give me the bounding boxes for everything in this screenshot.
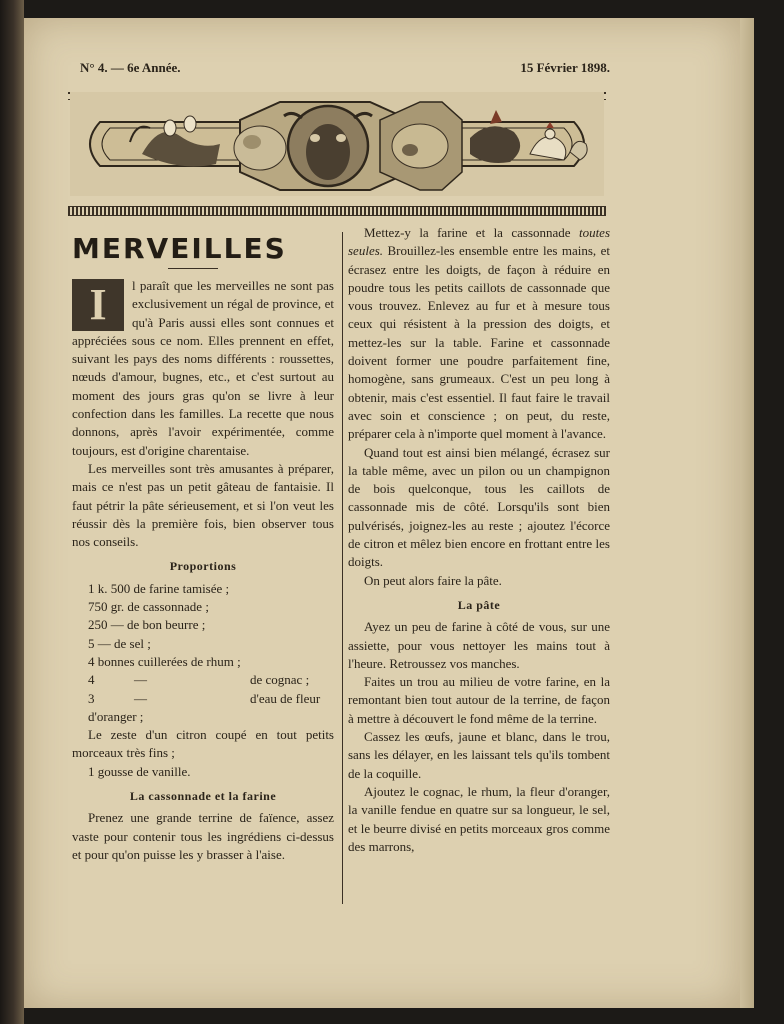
ingredient-line bbox=[72, 671, 334, 689]
ingredient-text: de cognac ; bbox=[250, 672, 310, 688]
paragraph: Ayez un peu de farine à côté de vous, sur une assiette, pour vous nettoyer les mains tout à l'heure. Retroussez vos manches. bbox=[348, 619, 610, 671]
text-run-italic: toutes seules. bbox=[348, 225, 611, 259]
ingredient-line: 1 k. 500 de farine tamisée ; bbox=[88, 580, 230, 596]
page-edge bbox=[740, 18, 754, 1008]
ingredient-line: 750 gr. de cassonnade ; bbox=[88, 599, 209, 615]
issue-date: 15 Février 1898. bbox=[520, 60, 610, 75]
section-rule bbox=[68, 206, 606, 216]
issue-number: N° 4. — 6e Année. bbox=[80, 60, 181, 75]
ingredient-line: 1 gousse de vanille. bbox=[88, 763, 191, 779]
proportions-heading: Proportions bbox=[169, 559, 237, 574]
paragraph: Cassez les œufs, jaune et blanc, dans le trou, sans les délayer, en les laissant tels qu'ils tombent de la coquille. bbox=[348, 729, 610, 781]
farm-animals-illustration-icon bbox=[70, 92, 604, 196]
ingredient-line bbox=[72, 690, 334, 727]
left-column bbox=[72, 228, 334, 864]
book-spine bbox=[0, 0, 24, 1024]
paragraph: On peut alors faire la pâte. bbox=[364, 572, 502, 588]
ingredient-qty: 3 bbox=[88, 690, 95, 706]
paragraph: Les merveilles sont très amusantes à préparer, mais ce n'est pas un petit gâteau de fantaisie. Il faut pétrir la pâte sérieusement, et si l'on veut les réussir dès la première fois, bien observer tous nos conseils. bbox=[72, 460, 334, 550]
ingredient-line: 5 — de sel ; bbox=[88, 635, 151, 651]
right-column bbox=[348, 224, 610, 856]
paragraph: Prenez une grande terrine de faïence, assez vaste pour contenir tous les ingrédiens ci-dessus et pour qu'on puisse les y brasser à l'aise. bbox=[72, 810, 334, 862]
ingredient-dash: — bbox=[134, 672, 147, 688]
masthead bbox=[80, 60, 610, 84]
cassonnade-heading: La cassonnade et la farine bbox=[129, 789, 277, 804]
intro-paragraph bbox=[72, 277, 334, 460]
ingredient-line: 4 bonnes cuillerées de rhum ; bbox=[88, 653, 241, 669]
ingredient-text: d'eau de fleur d'oranger ; bbox=[88, 690, 321, 724]
text-run: Brouillez-les ensemble entre les mains, et écrasez entre les doigts, de façon à réduire en poudre tous les petits caillots de cassonnade que vous trouvez. Enlevez au fur et à mesure tous ceux qui résistent à la pression des doigts, et mettez-les sur la table. Farine et cassonnade doivent former une poudre parfaitement fine, homogène, sans grumeaux. C'est un peu long à obtenir, mais c'est essentiel. Il faut faire le travail avec soin et conscience ; on peut, du reste, préparer cela à n'importe quel moment à l'avance. bbox=[348, 243, 610, 442]
paragraph: Le zeste d'un citron coupé en tout petits morceaux très fins ; bbox=[72, 727, 334, 761]
intro-text: l paraît que les merveilles ne sont pas exclusivement un régal de province, et qu'à Paris aussi elles sont connues et appréciées sous ce nom. Elles prennent en effet, suivant les pays des noms différents : roussettes, nœuds d'amour, bugnes, etc., et c'est surtout au moment des jours gras qu'on se livre à leur confection dans les familles. La recette que nous donnons, après l'avoir expérimentée, comme toujours, est d'origine charentaise. bbox=[72, 278, 334, 458]
ornate-initial-icon bbox=[72, 279, 124, 331]
title-rule bbox=[168, 268, 218, 269]
dropcap-letter: I bbox=[89, 280, 107, 329]
ingredient-dash: — bbox=[134, 690, 147, 706]
text-run: Mettez-y la farine et la cassonnade bbox=[364, 225, 571, 240]
paragraph bbox=[348, 224, 610, 444]
ingredient-line: 250 — de bon beurre ; bbox=[88, 617, 206, 633]
ingredient-qty: 4 bbox=[88, 672, 95, 688]
paragraph: Quand tout est ainsi bien mélangé, écrasez sur la table même, avec un pilon ou un champignon de bois quelconque, tous les caillots de cassonnade mis de côté. Lorsqu'ils sont bien pulvérisés, joignez-les au reste ; ajoutez l'écorce de citron et mêlez bien encore en frottant entre les doigts. bbox=[348, 444, 610, 570]
pate-heading: La pâte bbox=[457, 597, 501, 612]
article-title: MERVEILLES bbox=[72, 232, 287, 265]
column-divider bbox=[342, 232, 343, 904]
paragraph: Faites un trou au milieu de votre farine, en la remontant bien tout autour de la terrine, de façon à mettre à découvert le fond même de la terrine. bbox=[348, 674, 610, 726]
paragraph: Ajoutez le cognac, le rhum, la fleur d'oranger, la vanille fendue en quatre sur sa longueur, le sel, et le beurre divisé en petits morceaux gros comme des marrons, bbox=[348, 783, 610, 854]
